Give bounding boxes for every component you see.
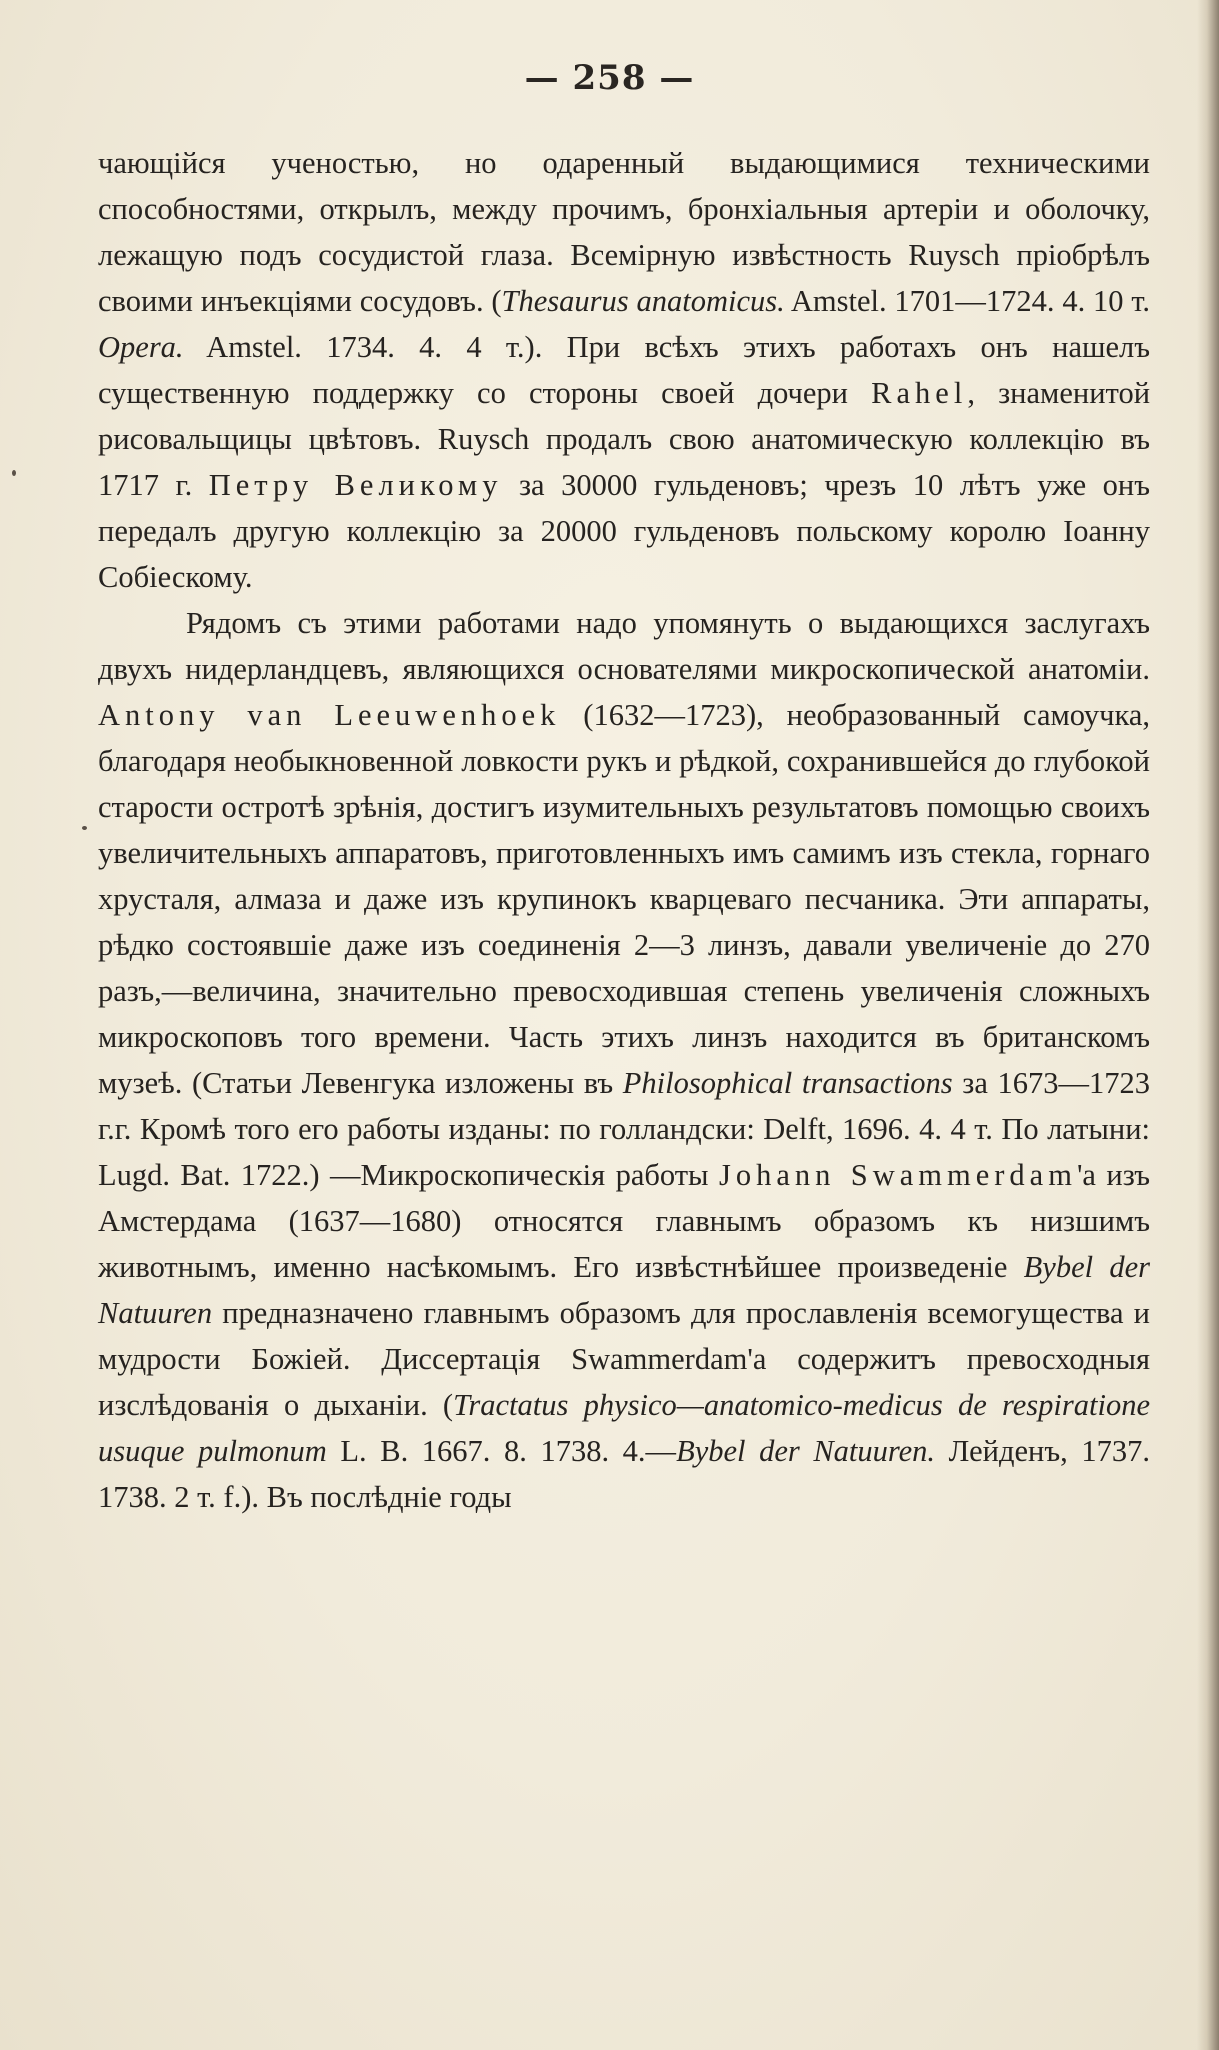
text-run: за 30000 гульденовъ; чрезъ 10 лѣтъ уже онъ передалъ другую коллекцію за 20000 гульденовъ польскому королю Іоанну Собіескому. — [98, 468, 1150, 594]
paragraph-microscopy — [98, 600, 1150, 1520]
text-run: 'а изъ Амстердама (1637—1680) относятся главнымъ образомъ къ низшимъ животнымъ, именно насѣкомымъ. Его извѣстнѣйшее произведеніе — [98, 1158, 1150, 1284]
text-run: L. B. 1667. 8. 1738. 4.— — [326, 1434, 677, 1468]
body-text — [98, 140, 1150, 1520]
text-run: за 1673—1723 г.г. Кромѣ того его работы изданы: по голландски: Delft, 1696. 4. 4 т. По латыни: Lugd. Bat. 1722.) —Микроскопическія работы — [98, 1066, 1150, 1192]
spaced-name: Rahel — [871, 376, 968, 410]
text-run: чающійся ученостью, но одаренный выдающимися техническими способностями, открылъ, между прочимъ, бронхіальныя артеріи и оболочку, лежащую подъ сосудистой глаза. Всемірную извѣстность Ruysch пріобрѣлъ своими инъекціями сосудовъ. ( — [98, 146, 1150, 318]
italic-title: Opera. — [98, 330, 184, 364]
italic-title: Tractatus physico—anatomico-medicus de respiratione usuque pulmonum — [98, 1388, 1150, 1468]
text-run: предназначено главнымъ образомъ для прославленія всемогущества и мудрости Божіей. Диссертація Swammerdam'а содержитъ превосходныя изслѣдованія о дыханіи. ( — [98, 1296, 1150, 1422]
text-run: Лейденъ, 1737. 1738. 2 т. f.). Въ послѣдніе годы — [98, 1434, 1150, 1514]
text-run: Amstel. 1734. 4. 4 т.). При всѣхъ этихъ работахъ онъ нашелъ существенную поддержку со стороны своей дочери — [98, 330, 1150, 410]
text-run: (1632—1723), необразованный самоучка, благодаря необыкновенной ловкости рукъ и рѣдкой, сохранившейся до глубокой старости остротѣ зрѣнія, достигъ изумительныхъ результатовъ помощью своихъ увеличительныхъ аппаратовъ, приготовленныхъ имъ самимъ изъ стекла, горнаго хрусталя, алмаза и даже изъ крупинокъ кварцеваго песчаника. Эти аппараты, рѣдко состоявшіе даже изъ соединенія 2—3 линзъ, давали увеличеніе до 270 разъ,—величина, значительно превосходившая степень увеличенія сложныхъ микроскоповъ того времени. Часть этихъ линзъ находится въ британскомъ музеѣ. (Статьи Левенгука изложены въ — [98, 698, 1150, 1100]
spaced-name: Johann Swammerdam — [718, 1158, 1077, 1192]
italic-title: Thesaurus anatomicus. — [501, 284, 785, 318]
ink-speck — [12, 470, 16, 476]
paragraph-ruysch — [98, 140, 1150, 600]
text-run: , знаменитой рисовальщицы цвѣтовъ. Ruysch продалъ свою анатомическую коллекцію въ 1717 г. — [98, 376, 1151, 502]
italic-title: Philosophical transactions — [622, 1066, 953, 1100]
ink-speck — [82, 826, 87, 830]
italic-title: Bybel der Natuuren. — [676, 1434, 936, 1468]
text-run: Рядомъ съ этими работами надо упомянуть о выдающихся заслугахъ двухъ нидерландцевъ, являющихся основателями микроскопической анатоміи. — [98, 606, 1150, 686]
page-gutter-shadow — [1197, 0, 1219, 2050]
italic-title: Bybel der Natuuren — [98, 1250, 1150, 1330]
page-number: — 258 — — [524, 58, 695, 98]
spaced-name: Петру Великому — [208, 468, 503, 502]
text-run: Amstel. 1701—1724. 4. 10 т. — [784, 284, 1150, 318]
spaced-name: Antony van Leeuwenhoek — [98, 698, 561, 732]
